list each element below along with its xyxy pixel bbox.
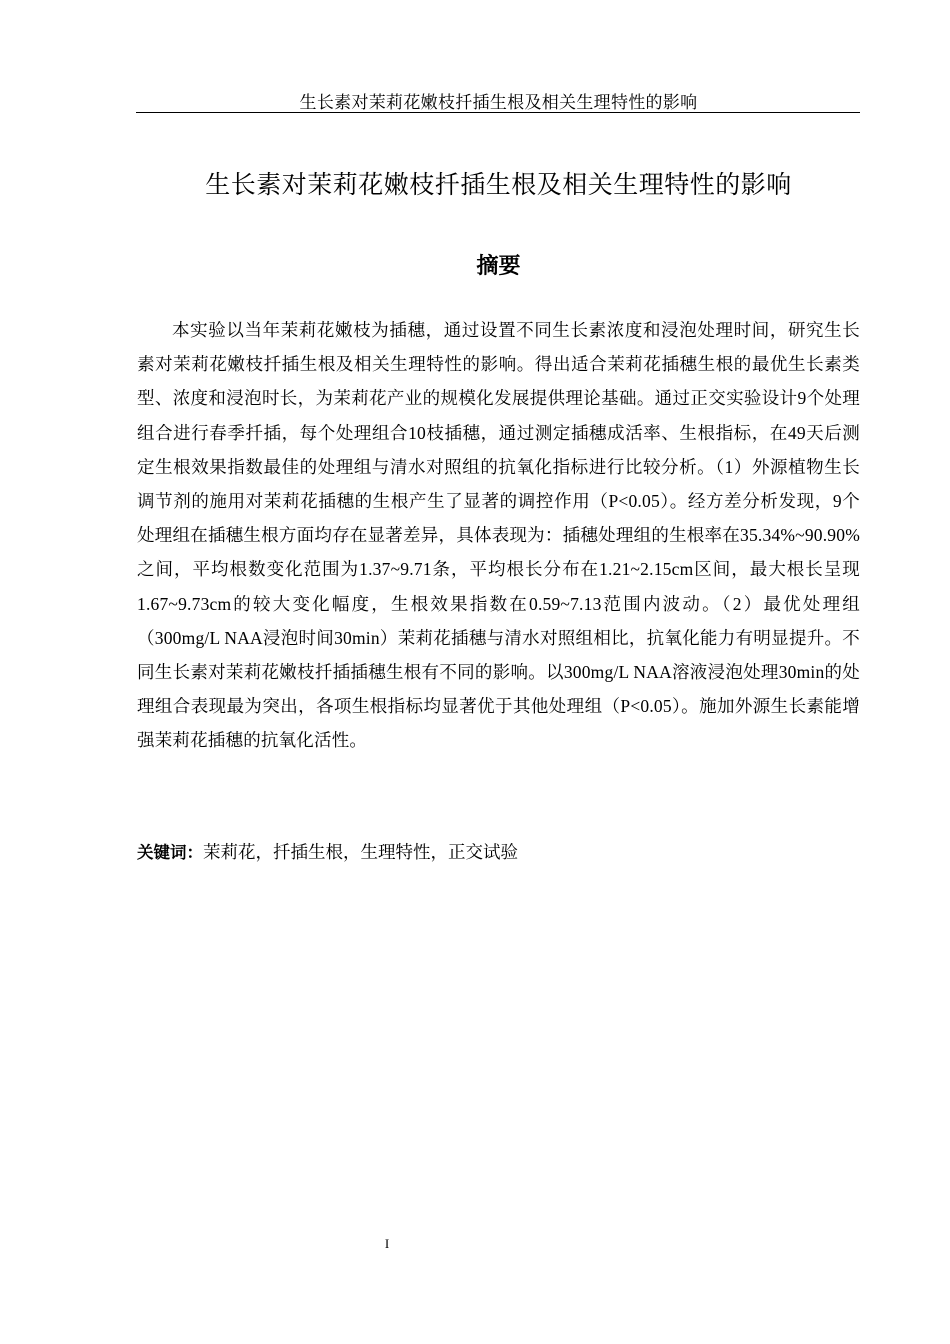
- abstract-body: 本实验以当年茉莉花嫩枝为插穗，通过设置不同生长素浓度和浸泡处理时间，研究生长素对茉莉花嫩枝扦插生根及相关生理特性的影响。得出适合茉莉花插穗生根的最优生长素类型、浓度和浸泡时长，为茉莉花产业的规模化发展提供理论基础。通过正交实验设计9个处理组合进行春季扦插，每个处理组合10枝插穗，通过测定插穗成活率、生根指标，在49天后测定生根效果指数最佳的处理组与清水对照组的抗氧化指标进行比较分析。（1）外源植物生长调节剂的施用对茉莉花插穗的生根产生了显著的调控作用（P<0.05）。经方差分析发现，9个处理组在插穗生根方面均存在显著差异，具体表现为：插穗处理组的生根率在35.34%~90.90%之间，平均根数变化范围为1.37~9.71条，平均根长分布在1.21~2.15cm区间，最大根长呈现1.67~9.73cm的较大变化幅度，生根效果指数在0.59~7.13范围内波动。（2）最优处理组（300mg/L NAA浸泡时间30min）茉莉花插穗与清水对照组相比，抗氧化能力有明显提升。不同生长素对茉莉花嫩枝扦插插穗生根有不同的影响。以300mg/L NAA溶液浸泡处理30min的处理组合表现最为突出，各项生根指标均显著优于其他处理组（P<0.05）。施加外源生长素能增强茉莉花插穗的抗氧化活性。: [137, 320, 860, 751]
- header-rule: [136, 112, 860, 113]
- abstract-heading: 摘要: [476, 254, 521, 279]
- keywords-label: 关键词：: [137, 843, 203, 862]
- page-number: I: [384, 1236, 390, 1251]
- keywords-line: [137, 835, 860, 870]
- running-header: 生长素对茉莉花嫩枝扦插生根及相关生理特性的影响: [299, 93, 698, 112]
- document-title: 生长素对茉莉花嫩枝扦插生根及相关生理特性的影响: [205, 172, 792, 199]
- keywords-text: 茉莉花，扦插生根，生理特性，正交试验: [203, 842, 518, 862]
